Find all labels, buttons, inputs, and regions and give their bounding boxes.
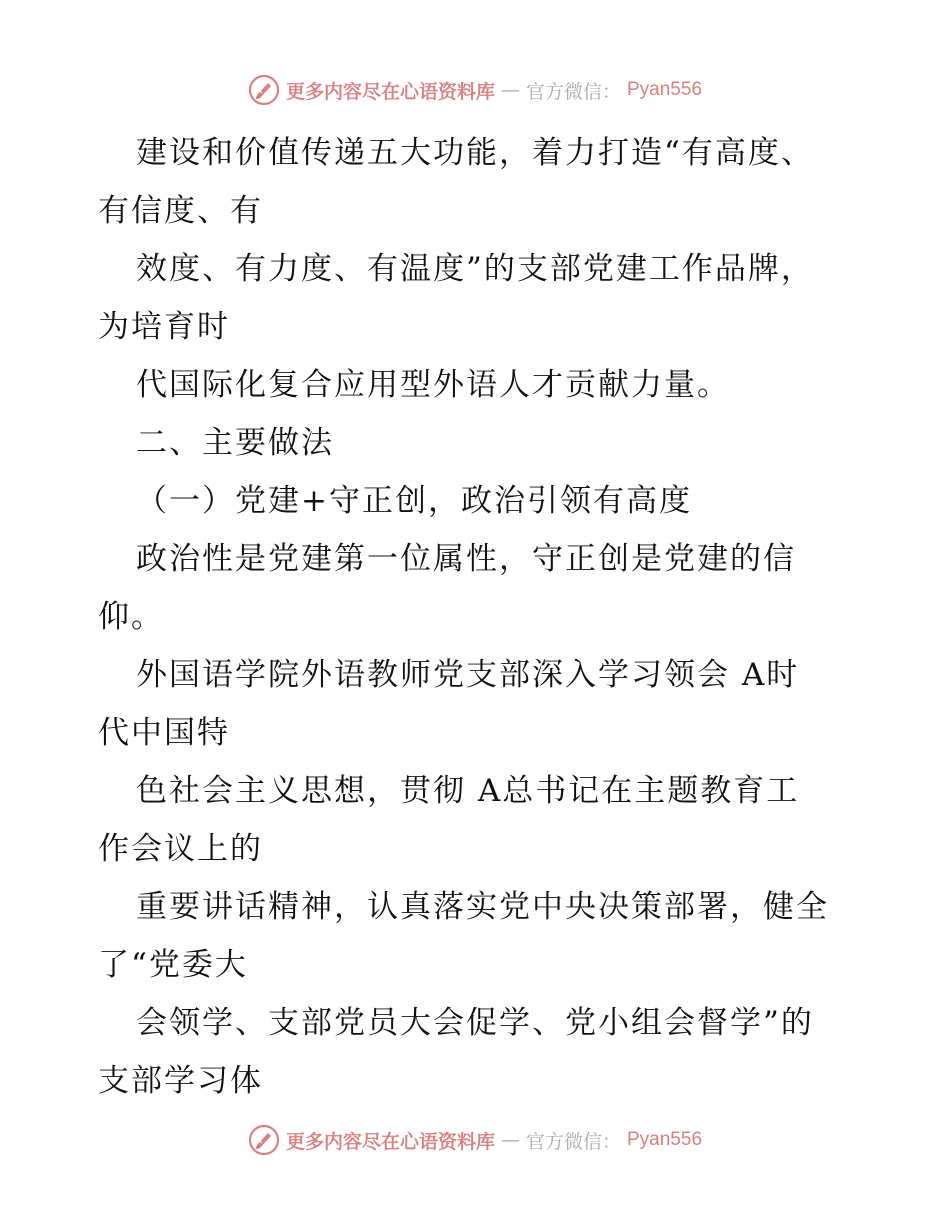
watermark-site-text: 更多内容尽在心语资料库 bbox=[285, 80, 495, 103]
text-line: 会领学、支部党员大会促学、党小组会督学”的 bbox=[136, 1005, 814, 1041]
text-line: 色社会主义思想，贯彻 A总书记在主题教育工 bbox=[136, 773, 800, 809]
text-line: 代国际化复合应用型外语人才贡献力量。 bbox=[136, 367, 730, 403]
text-line: 仰。 bbox=[98, 599, 164, 635]
watermark-separator: — bbox=[500, 79, 520, 101]
watermark-wechat-id: Pyan556 bbox=[627, 79, 703, 100]
red-seal-logo-icon bbox=[248, 1124, 280, 1156]
watermark-site-text: 更多内容尽在心语资料库 bbox=[285, 1130, 495, 1153]
watermark-content bbox=[248, 1124, 702, 1156]
watermark-official-text: 官方微信： bbox=[525, 1130, 621, 1153]
text-line: 有信度、有 bbox=[98, 193, 263, 229]
text-line: 代中国特 bbox=[98, 715, 230, 751]
subsection-heading: （一）党建+守正创，政治引领有高度 bbox=[136, 483, 692, 519]
watermark-official-text: 官方微信： bbox=[525, 80, 621, 103]
watermark-separator: — bbox=[500, 1129, 520, 1151]
text-line: 外国语学院外语教师党支部深入学习领会 A时 bbox=[136, 657, 800, 693]
watermark-content bbox=[248, 74, 702, 106]
text-line: 了“党委大 bbox=[98, 947, 248, 983]
footer-watermark bbox=[0, 1122, 950, 1158]
text-line: 为培育时 bbox=[98, 309, 230, 345]
watermark-wechat-id: Pyan556 bbox=[627, 1129, 703, 1150]
document-body bbox=[98, 124, 858, 1110]
text-line: 支部学习体 bbox=[98, 1063, 263, 1099]
red-seal-logo-icon bbox=[248, 74, 280, 106]
text-line: 建设和价值传递五大功能，着力打造“有高度、 bbox=[136, 135, 814, 171]
text-line: 政治性是党建第一位属性，守正创是党建的信 bbox=[136, 541, 796, 577]
section-heading: 二、主要做法 bbox=[136, 425, 334, 461]
text-line: 效度、有力度、有温度”的支部党建工作品牌， bbox=[136, 251, 814, 287]
header-watermark bbox=[0, 72, 950, 108]
text-line: 作会议上的 bbox=[98, 831, 263, 867]
text-line: 重要讲话精神，认真落实党中央决策部署，健全 bbox=[136, 889, 829, 925]
